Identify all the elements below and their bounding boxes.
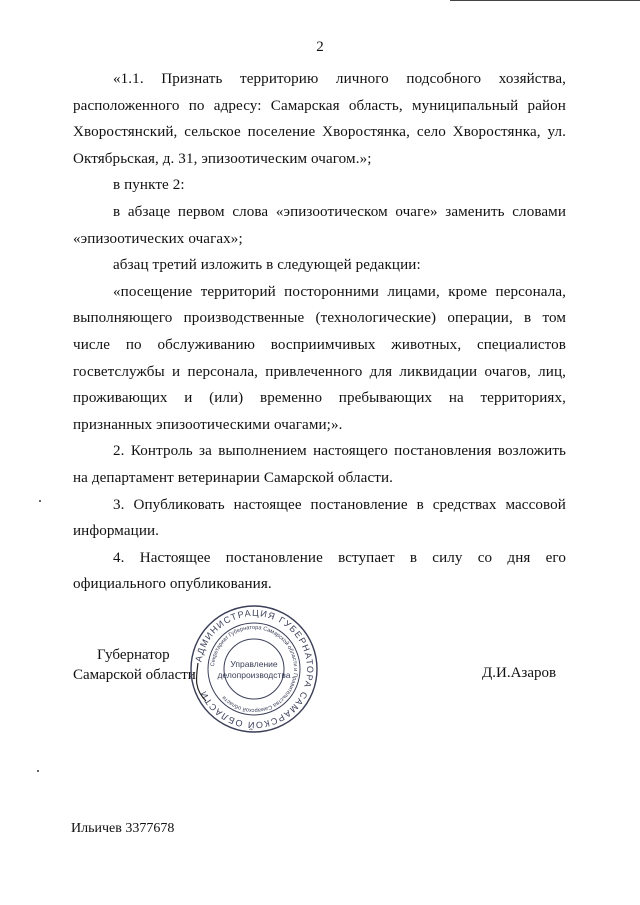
scan-speck (37, 770, 39, 772)
paragraph: абзац третий изложить в следующей редакции: (113, 257, 421, 274)
paragraph: в абзаце первом слова «эпизоотическом очаге» заменить словами «эпизоотических очагах»; (73, 203, 566, 247)
body-text (73, 66, 566, 598)
paragraph: 4. Настоящее постановление вступает в силу со дня его официального опубликования. (73, 549, 566, 593)
official-stamp (188, 603, 320, 735)
paragraph: 3. Опубликовать настоящее постановление в средствах массовой информации. (73, 496, 566, 540)
stamp-outer-text: АДМИНИСТРАЦИЯ ГУБЕРНАТОРА САМАРСКОЙ ОБЛАСТИ (193, 607, 316, 731)
signatory-title-line1: Губернатор (97, 647, 170, 663)
paragraph: «посещение территорий посторонними лицами, кроме персонала, выполняющего производственные (технологические) операции, в том числе по обслуживанию восприимчивых животных, специалистов госветслужбы и персонала, привлеченного для ликвидации очагов, лиц, проживающих и (или) временно пребывающих на территориях, признанных эпизоотическими очагами;». (73, 283, 566, 433)
page-number: 2 (316, 39, 324, 55)
signatory-title (73, 645, 196, 685)
paragraph: «1.1. Признать территорию личного подсобного хозяйства, расположенного по адресу: Самарская область, муниципальный район Хворостянский, сельское поселение Хворостянка, село Хворостянка, ул. Октябрьская, д. 31, эпизоотическим очагом.»; (73, 71, 566, 167)
stamp-center-line2: делопроизводства (217, 670, 291, 680)
paragraph: 2. Контроль за выполнением настоящего постановления возложить на департамент ветеринарии Самарской области. (73, 443, 566, 486)
signatory-title-line2: Самарской области (73, 667, 196, 683)
signer-name: Д.И.Азаров (482, 665, 557, 681)
executor-note: Ильичев 3377678 (71, 821, 175, 836)
stamp-inner-text: Секретариат Губернатора Самарской области и Правительства Самарской области (210, 624, 299, 714)
scan-edge-line (450, 0, 640, 1)
scan-speck (39, 500, 41, 502)
stamp-center-line1: Управление (230, 659, 278, 669)
paragraph: в пункте 2: (113, 177, 185, 194)
